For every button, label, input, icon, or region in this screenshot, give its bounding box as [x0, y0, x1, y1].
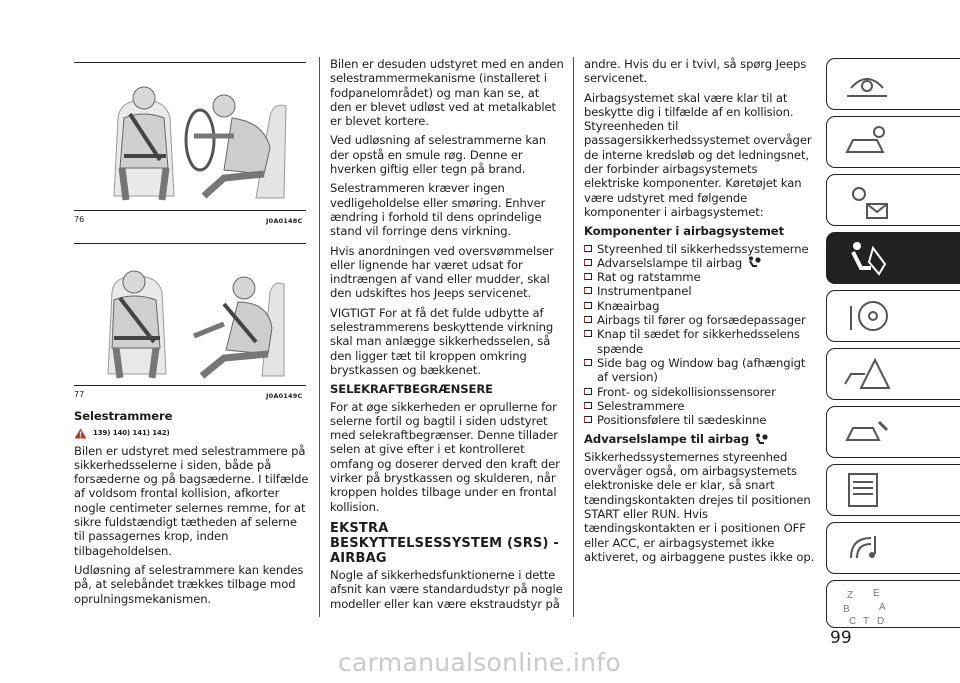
tab-starting-driving[interactable]	[826, 290, 960, 342]
airbag-warning-icon	[747, 256, 761, 269]
tab-letter-c: C	[849, 616, 857, 626]
paragraph: Bilen er udstyret med selestrammere på sikkerhedsselerne i siden, både på forsæderne og på bagsæderne. I tilfælde af voldsom frontal kollision, afkorter nogle centimeter selernes remme, for at sikre fuldstændigt tætheden af selerne til passagernes krop, inden tilbageholdelsen.	[74, 443, 309, 558]
list-item: Knap til sædet for sikkerhedsselens spænde	[584, 327, 816, 356]
paragraph: Udløsning af selestrammere kan kendes på, at selebåndet trækkes tilbage mod oprulningsmekanismen.	[74, 562, 304, 606]
tab-emergency[interactable]	[826, 348, 960, 400]
tab-letter-d: D	[877, 616, 885, 626]
section-heading-advarselslampe-row	[584, 432, 816, 446]
figure-76-number: 76	[74, 215, 85, 224]
list-item: Rat og ratstamme	[584, 270, 816, 284]
paragraph: Selestrammeren kræver ingen vedligeholdelse eller smøring. Enhver ændring i forhold til dens oprindelige stand vil forringe dens virkning.	[330, 181, 546, 239]
figure-77-code: J0A0149C	[266, 392, 303, 400]
section-heading-advarselslampe: Advarselslampe til airbag	[584, 432, 750, 447]
figure-76-image	[74, 78, 306, 206]
list-item: Front- og sidekollisionssensorer	[584, 385, 816, 399]
bullet-icon	[584, 245, 592, 252]
list-item: Advarselslampe til airbag	[584, 256, 816, 270]
tab-letter-b: B	[843, 604, 850, 615]
list-item: Side bag og Window bag (afhængigt af version)	[584, 356, 816, 385]
column-1	[74, 409, 310, 611]
tab-technical-data[interactable]	[826, 464, 960, 516]
bullet-icon	[584, 330, 592, 337]
warning-refs: 139) 140) 141) 142)	[93, 429, 170, 438]
section-heading-selekraftbegraensere: SELEKRAFTBEGRÆNSERE	[330, 382, 493, 397]
tab-multimedia[interactable]	[826, 522, 960, 574]
section-heading-komponenter: Komponenter i airbagsystemet	[584, 224, 785, 239]
figure-77-bottom-rule	[74, 385, 306, 386]
figure-77-number: 77	[74, 390, 85, 399]
bullet-icon	[584, 316, 592, 323]
paragraph: Sikkerhedssystemernes styreenhed overvåger også, om airbagsystemets elektroniske dele er klar, så snart tændingskontakten drejes til positionen START eller RUN. Hvis tændingskontakten er i positionen OFF eller ACC, er airbagsystemet ikke aktiveret, og airbaggene pustes ikke op.	[584, 449, 815, 564]
tab-maintenance[interactable]	[826, 406, 960, 458]
paragraph: Ved udløsning af selestrammerne kan der opstå en smule røg. Denne er hverken giftig eller tegn på brand.	[330, 133, 546, 177]
bullet-icon	[584, 273, 592, 280]
paragraph: Airbagsystemet skal være klar til at beskytte dig i tilfælde af en kollision. Styreenheden til passagersikkerhedssystemet overvåger de interne kredsløb og det ledningsnet, der forbinder airbagsystemets elektriske komponenter. Køretøjet kan være udstyret med følgende komponenter i airbagsystemet:	[584, 90, 812, 219]
bullet-icon	[584, 402, 592, 409]
paragraph: Nogle af sikkerhedsfunktionerne i dette afsnit kan være standardudstyr på nogle modeller eller kan være ekstraudstyr på	[330, 567, 563, 611]
column-2	[330, 57, 564, 616]
column-3	[584, 57, 816, 569]
tab-letter-e: E	[873, 588, 880, 599]
car-service-icon	[841, 412, 893, 452]
paragraph: For at øge sikkerheden er oprullerne for selerne fortil og bagtil i siden udstyret med selekraftbegrænser. Denne tillader selen at give efter i et kontrolleret omfang og doserer derved den kraft der virker på brystkassen og skulderen, når kroppen holdes tilbage under en frontal kollision.	[330, 399, 560, 514]
watermark-text: carmanualsonline.info	[338, 648, 621, 677]
paragraph: andre. Hvis du er i tvivl, så spørg Jeeps servicenet.	[584, 57, 807, 86]
paragraph: Bilen er desuden udstyret med en anden selestrammermekanisme (installeret i fodpanelområdet) og man kan se, at den er blevet udløst ved at metalkablet er blevet kortere.	[330, 57, 564, 129]
figure-77-top-rule	[74, 243, 306, 244]
tab-safety-active[interactable]	[826, 232, 960, 284]
list-item: Airbags til fører og forsædepassager	[584, 313, 816, 327]
dashboard-icon	[841, 64, 893, 104]
index-alphabet-icon	[841, 586, 901, 626]
column-divider	[319, 57, 320, 617]
bullet-icon	[584, 388, 592, 395]
list-item: Instrumentpanel	[584, 284, 816, 298]
page-number: 99	[830, 628, 852, 648]
bullet-icon	[584, 359, 592, 366]
tab-index[interactable]	[826, 580, 960, 628]
warning-triangle-car-icon	[841, 354, 893, 394]
list-item: Styreenhed til sikkerhedssystemerne	[584, 242, 816, 256]
airbag-warning-icon	[754, 433, 768, 446]
figure-76-code: J0A0148C	[266, 217, 303, 225]
list-item: Selestrammere	[584, 399, 816, 413]
multimedia-icon	[841, 528, 893, 568]
warning-triangle-icon	[74, 428, 87, 439]
tab-letter-z: Z	[847, 590, 854, 601]
tab-car-key[interactable]	[826, 116, 960, 168]
section-title-srs-airbag: EKSTRA BESKYTTELSESSYSTEM (SRS) - AIRBAG	[330, 520, 559, 566]
figure-76-bottom-rule	[74, 210, 306, 211]
column-divider	[573, 57, 574, 617]
bullet-icon	[584, 259, 592, 266]
tab-lights-messages[interactable]	[826, 174, 960, 226]
list-item: Knæairbag	[584, 299, 816, 313]
airbag-seatbelt-icon	[841, 238, 893, 278]
paragraph: Hvis anordningen ved oversvømmelser eller lignende har været udsat for indtrængen af vand eller mudder, skal den udskiftes hos Jeeps servicenet.	[330, 243, 554, 301]
paragraph: VIGTIGT For at få det fulde udbytte af selestrammerens beskyttende virkning skal man anlægge sikkerhedsselen, så den ligger tæt til kroppen omkring brystkassen og bækkenet.	[330, 305, 554, 377]
car-key-icon	[841, 122, 893, 162]
steering-wheel-icon	[841, 296, 893, 336]
tab-letter-t: T	[863, 616, 870, 626]
component-list	[584, 242, 816, 428]
tab-dashboard[interactable]	[826, 58, 960, 110]
section-heading-selestrammere: Selestrammere	[74, 409, 173, 423]
bullet-icon	[584, 287, 592, 294]
specifications-icon	[841, 470, 893, 510]
list-item: Positionsfølere til sædeskinne	[584, 413, 816, 427]
bullet-icon	[584, 416, 592, 423]
lights-message-icon	[841, 180, 893, 220]
figure-76-top-rule	[74, 62, 306, 63]
bullet-icon	[584, 302, 592, 309]
figure-77-image	[74, 262, 306, 380]
warning-refs-row	[74, 426, 310, 440]
tab-letter-a: A	[879, 602, 886, 613]
